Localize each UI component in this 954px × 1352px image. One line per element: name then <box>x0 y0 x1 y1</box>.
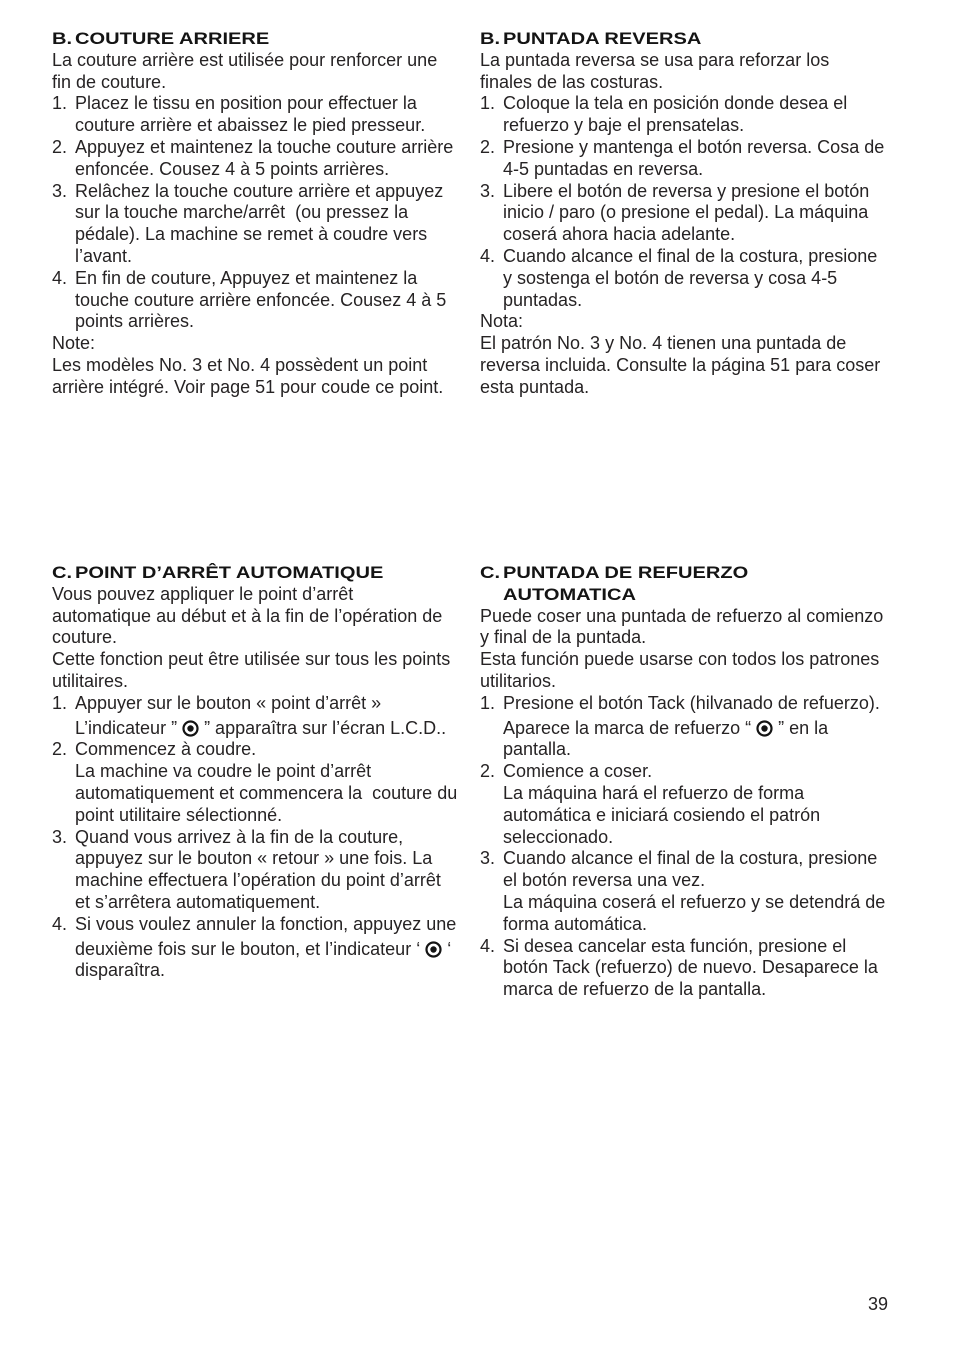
text-line: puntadas. <box>503 289 583 310</box>
section-heading <box>480 28 900 50</box>
tack-indicator-icon <box>182 720 199 737</box>
item-number: 1. <box>480 692 496 713</box>
text-line: Si desea cancelar esta función, presione el <box>503 935 847 956</box>
text-line: arrière intégré. Voir page 51 pour coude ce point. <box>52 376 444 397</box>
text-line: refuerzo y baje el prensatelas. <box>503 115 745 136</box>
item-number: 1. <box>52 93 68 114</box>
item-number: 4. <box>480 245 496 266</box>
text-segment: L’indicateur ” <box>75 717 183 738</box>
item-number: 1. <box>52 692 68 713</box>
text-line: couture arrière et abaissez le pied presseur. <box>75 115 426 136</box>
section-letter: C. <box>480 563 501 582</box>
text-line: enfoncée. Cousez 4 à 5 points arrières. <box>75 158 390 179</box>
text-line: pantalla. <box>503 739 572 760</box>
text-line: Vous pouvez appliquer le point d’arrêt <box>52 583 354 604</box>
list-item <box>480 181 900 246</box>
text-line: botón Tack (refuerzo) de nuevo. Desaparece la <box>503 957 878 978</box>
paragraph <box>480 311 900 333</box>
text-line: Cuando alcance el final de la costura, presione <box>503 245 878 266</box>
item-number: 2. <box>480 136 496 157</box>
text-line: La máquina hará el refuerzo de forma <box>503 782 805 803</box>
section-heading <box>480 562 900 606</box>
item-number: 1. <box>480 93 496 114</box>
text-line: Presione y mantenga el botón reversa. Cosa de <box>503 136 885 157</box>
item-number: 2. <box>480 761 496 782</box>
text-line: marca de refuerzo de la pantalla. <box>503 979 767 1000</box>
text-line: seleccionado. <box>503 826 614 847</box>
item-number: 2. <box>52 739 68 760</box>
section-title: AUTOMATICA <box>503 584 636 604</box>
text-line: 4-5 puntadas en reversa. <box>503 158 704 179</box>
text-line: point utilitaire sélectionné. <box>75 804 283 825</box>
tack-indicator-icon <box>756 720 773 737</box>
text-line: inicio / paro (o presione el pedal). La máquina <box>503 202 869 223</box>
text-segment: ” apparaîtra sur l’écran L.C.D.. <box>199 717 447 738</box>
text-line: coserá ahora hacia adelante. <box>503 224 736 245</box>
list-item <box>480 137 900 181</box>
text-line: el botón reversa una vez. <box>503 870 706 891</box>
text-line: couture. <box>52 627 118 648</box>
list-item <box>52 827 462 914</box>
text-line: La puntada reversa se usa para reforzar los <box>480 49 830 70</box>
tack-indicator-icon <box>425 941 442 958</box>
paragraph <box>480 50 900 94</box>
text-line <box>75 715 462 740</box>
list-item <box>480 693 900 761</box>
list-item <box>480 93 900 137</box>
text-line: automática e iniciará cosiendo el patrón <box>503 804 821 825</box>
text-line: En fin de couture, Appuyez et maintenez la <box>75 267 418 288</box>
item-number: 3. <box>52 826 68 847</box>
text-line: Note: <box>52 333 96 354</box>
text-segment: ” en la <box>773 717 829 738</box>
section-title: PUNTADA DE REFUERZO <box>503 563 749 582</box>
text-line: points arrières. <box>75 311 195 332</box>
text-line: disparaîtra. <box>75 960 166 981</box>
paragraph <box>480 649 900 693</box>
paragraph <box>52 649 462 693</box>
text-line: Cette fonction peut être utilisée sur tous les points <box>52 649 451 670</box>
text-line: Presione el botón Tack (hilvanado de refuerzo). <box>503 692 880 713</box>
section-title: POINT D’ARRÊT AUTOMATIQUE <box>75 563 384 582</box>
text-line: La couture arrière est utilisée pour renforcer une <box>52 49 438 70</box>
paragraph <box>52 584 462 649</box>
section-couture-arriere <box>52 28 462 399</box>
text-line: utilitarios. <box>480 670 557 691</box>
text-line: y sostenga el botón de reversa y cosa 4-5 <box>503 267 838 288</box>
text-line: Appuyez et maintenez la touche couture arrière <box>75 136 454 157</box>
text-line: Quand vous arrivez à la fin de la couture, <box>75 826 404 847</box>
text-line <box>75 936 462 961</box>
item-number: 4. <box>480 935 496 956</box>
text-line: Les modèles No. 3 et No. 4 possèdent un point <box>52 354 428 375</box>
section-heading <box>52 28 462 50</box>
list-item <box>480 761 900 848</box>
text-line: automatique au début et à la fin de l’opération de <box>52 605 443 626</box>
list-item <box>52 268 462 333</box>
text-line: finales de las costuras. <box>480 71 664 92</box>
paragraph <box>480 606 900 650</box>
item-number: 3. <box>480 848 496 869</box>
text-line: La machine va coudre le point d’arrêt <box>75 761 372 782</box>
item-number: 4. <box>52 913 68 934</box>
list-item <box>480 246 900 311</box>
paragraph <box>52 355 462 399</box>
section-letter: C. <box>52 563 73 582</box>
section-title: PUNTADA REVERSA <box>503 29 702 48</box>
text-line: Commencez à coudre. <box>75 739 257 760</box>
text-line <box>503 715 900 740</box>
section-puntada-reversa <box>480 28 900 399</box>
text-segment: deuxième fois sur le bouton, et l’indicateur ‘ <box>75 938 426 959</box>
section-point-arret-automatique <box>52 562 462 982</box>
item-number: 4. <box>52 267 68 288</box>
text-line: Esta función puede usarse con todos los patrones <box>480 649 880 670</box>
section-puntada-de-refuerzo-automatica <box>480 562 900 1001</box>
list-item <box>480 936 900 1001</box>
section-title: COUTURE ARRIERE <box>75 29 270 48</box>
section-heading <box>52 562 462 584</box>
text-line: et s’arrêtera automatiquement. <box>75 891 321 912</box>
text-line: reversa incluida. Consulte la página 51 para coser <box>480 354 881 375</box>
text-line: La máquina coserá el refuerzo y se detendrá de <box>503 891 886 912</box>
text-line: touche couture arrière enfoncée. Cousez 4 à 5 <box>75 289 447 310</box>
section-letter: B. <box>52 29 73 48</box>
text-segment: ‘ <box>442 938 452 959</box>
text-line: pédale). La machine se remet à coudre vers <box>75 224 428 245</box>
list-item <box>52 739 462 826</box>
text-line: esta puntada. <box>480 376 590 397</box>
text-line: machine effectuera l’opération du point d’arrêt <box>75 870 441 891</box>
list-item <box>480 848 900 935</box>
item-number: 3. <box>52 180 68 201</box>
text-line: Appuyer sur le bouton « point d’arrêt » <box>75 692 382 713</box>
paragraph <box>52 333 462 355</box>
text-line: Cuando alcance el final de la costura, presione <box>503 848 878 869</box>
text-line: Comience a coser. <box>503 761 653 782</box>
text-segment: Aparece la marca de refuerzo “ <box>503 717 757 738</box>
text-line: Nota: <box>480 311 524 332</box>
text-line: utilitaires. <box>52 670 129 691</box>
text-line: appuyez sur le bouton « retour » une fois. La <box>75 848 433 869</box>
text-line: Libere el botón de reversa y presione el botón <box>503 180 870 201</box>
text-line: l’avant. <box>75 245 133 266</box>
paragraph <box>52 50 462 94</box>
item-number: 3. <box>480 180 496 201</box>
list-item <box>52 93 462 137</box>
text-line: fin de couture. <box>52 71 167 92</box>
text-line: Coloque la tela en posición donde desea el <box>503 93 848 114</box>
list-item <box>52 137 462 181</box>
paragraph <box>480 333 900 398</box>
list-item <box>52 693 462 740</box>
text-line: Puede coser una puntada de refuerzo al comienzo <box>480 605 884 626</box>
text-line: Si vous voulez annuler la fonction, appuyez une <box>75 913 457 934</box>
list-item <box>52 181 462 268</box>
text-line: y final de la puntada. <box>480 627 647 648</box>
text-line: automatiquement et commencera la couture du <box>75 782 458 803</box>
text-line: sur la touche marche/arrêt (ou pressez la <box>75 202 409 223</box>
text-line: El patrón No. 3 y No. 4 tienen una puntada de <box>480 333 847 354</box>
list-item <box>52 914 462 982</box>
text-line: Relâchez la touche couture arrière et appuyez <box>75 180 444 201</box>
text-line: forma automática. <box>503 913 648 934</box>
section-letter: B. <box>480 29 501 48</box>
page-number: 39 <box>868 1294 889 1314</box>
text-line: Placez le tissu en position pour effectuer la <box>75 93 417 114</box>
item-number: 2. <box>52 136 68 157</box>
